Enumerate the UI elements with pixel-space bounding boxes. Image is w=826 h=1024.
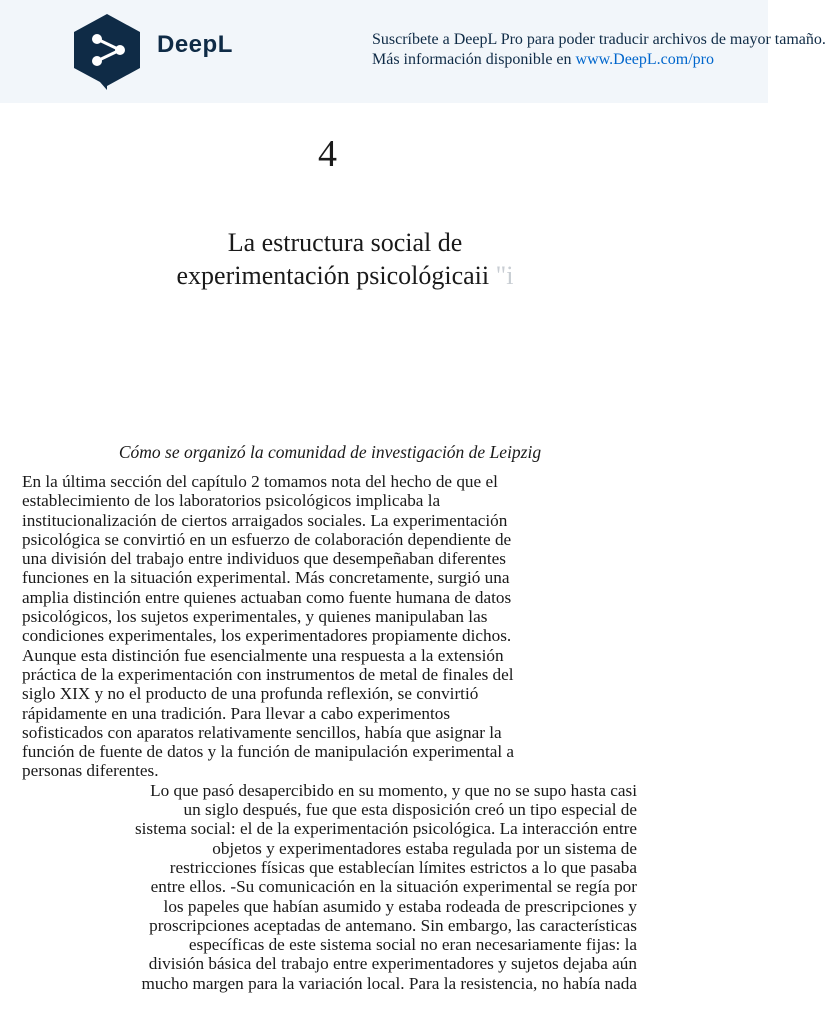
text-line: restricciones físicas que establecían límites estrictos a lo que pasaba bbox=[169, 857, 637, 877]
text-line: Aunque esta distinción fue esencialmente una respuesta a la extensión bbox=[22, 645, 504, 665]
text-line: los papeles que habían asumido y estaba rodeada de prescripciones y bbox=[163, 896, 637, 916]
promo-message bbox=[372, 30, 826, 70]
promo-line-2 bbox=[372, 50, 826, 70]
text-line: sistema social: el de la experimentación psicológica. La interacción entre bbox=[134, 819, 637, 839]
text-line: personas diferentes. bbox=[22, 761, 159, 781]
text-line: entre ellos. -Su comunicación en la situación experimental se regía por bbox=[150, 877, 637, 897]
text-line: práctica de la experimentación con instrumentos de metal de finales del bbox=[22, 664, 514, 684]
text-line: Lo que pasó desapercibido en su momento, y que no se supo hasta casi bbox=[150, 780, 637, 800]
text-line: psicológicos, los sujetos experimentales, y quienes manipulaban las bbox=[22, 607, 488, 627]
text-line: funciones en la situación experimental. Más concretamente, surgió una bbox=[22, 568, 510, 588]
chapter-title-line-1: La estructura social de bbox=[227, 228, 463, 257]
text-line: función de fuente de datos y la función de manipulación experimental a bbox=[22, 742, 515, 762]
text-line: En la última sección del capítulo 2 tomamos nota del hecho de que el bbox=[22, 472, 498, 491]
promo-line-2-prefix: Más información disponible en bbox=[372, 51, 576, 68]
text-line: división básica del trabajo entre experimentadores y sujetos dejaba aún bbox=[148, 954, 637, 974]
text-line: objetos y experimentadores estaba regulada por un sistema de bbox=[212, 838, 637, 858]
text-line: condiciones experimentales, los experimentadores propiamente dichos. bbox=[22, 626, 512, 646]
chapter-title bbox=[100, 226, 590, 292]
deepl-banner bbox=[0, 0, 826, 103]
text-line: psicológica se convirtió en un esfuerzo de colaboración dependiente de bbox=[22, 529, 512, 549]
deepl-pro-link[interactable]: www.DeepL.com/pro bbox=[575, 51, 714, 68]
paragraph-1 bbox=[22, 472, 637, 781]
text-line: siglo XIX y no el producto de una profunda reflexión, se convirtió bbox=[22, 684, 479, 704]
chapter-number: 4 bbox=[318, 133, 337, 175]
text-line: específicas de este sistema social no eran necesariamente fijas: la bbox=[188, 935, 637, 955]
chapter-title-line-2-text: experimentación psicológicaii bbox=[176, 261, 490, 290]
text-line: una división del trabajo entre individuos que desempeñaban diferentes bbox=[22, 549, 506, 569]
deepl-brand-name[interactable]: DeepL bbox=[157, 31, 233, 58]
text-line: sofisticados con aparatos relativamente sencillos, había que asignar la bbox=[22, 722, 502, 742]
text-line: rápidamente en una tradición. Para llevar a cabo experimentos bbox=[22, 703, 451, 723]
text-line: amplia distinción entre quienes actuaban como fuente humana de datos bbox=[22, 587, 512, 607]
paragraph-2 bbox=[22, 781, 637, 993]
chapter-title-ghost-mark: "i bbox=[495, 261, 514, 290]
section-heading: Cómo se organizó la comunidad de investigación de Leipzig bbox=[118, 442, 542, 462]
text-line: establecimiento de los laboratorios psicológicos implicaba la bbox=[22, 491, 441, 511]
promo-line-1: Suscríbete a DeepL Pro para poder traducir archivos de mayor tamaño. bbox=[372, 31, 826, 48]
text-line: institucionalización de ciertos arraigados sociales. La experimentación bbox=[22, 510, 508, 530]
chapter-title-line-2 bbox=[100, 259, 590, 292]
text-line: mucho margen para la variación local. Para la resistencia, no había nada bbox=[141, 973, 637, 993]
body-text bbox=[22, 472, 637, 993]
deepl-logo-icon[interactable] bbox=[70, 12, 144, 90]
text-line: un siglo después, fue que esta disposición creó un tipo especial de bbox=[183, 800, 637, 820]
text-line: proscripciones aceptadas de antemano. Sin embargo, las características bbox=[149, 915, 637, 935]
